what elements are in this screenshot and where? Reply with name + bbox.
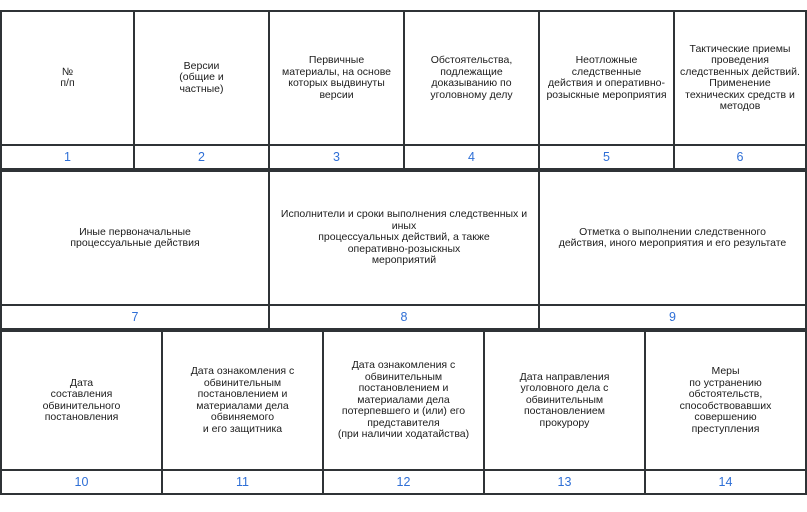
column-header-3: Первичные материалы, на основе которых выдвинуты версии: [268, 10, 405, 146]
column-number-9: 9: [538, 304, 807, 330]
column-header-2: Версии (общие и частные): [133, 10, 270, 146]
column-header-7: Иные первоначальные процессуальные действия: [0, 170, 270, 306]
column-header-11: Дата ознакомления с обвинительным постановлением и материалами дела обвиняемого и его защитника: [161, 330, 324, 471]
column-header-9: Отметка о выполнении следственного действия, иного мероприятия и его результате: [538, 170, 807, 306]
column-header-1: № п/п: [0, 10, 135, 146]
column-header-6: Тактические приемы проведения следственных действий. Применение технических средств и методов: [673, 10, 807, 146]
column-number-11: 11: [161, 469, 324, 495]
column-header-8: Исполнители и сроки выполнения следственных и иных процессуальных действий, а также оперативно-розыскных мероприятий: [268, 170, 540, 306]
column-number-10: 10: [0, 469, 163, 495]
column-header-4: Обстоятельства, подлежащие доказыванию по уголовному делу: [403, 10, 540, 146]
column-number-12: 12: [322, 469, 485, 495]
column-number-5: 5: [538, 144, 675, 170]
column-header-10: Дата составления обвинительного постановления: [0, 330, 163, 471]
column-header-5: Неотложные следственные действия и оперативно- розыскные мероприятия: [538, 10, 675, 146]
column-header-13: Дата направления уголовного дела с обвинительным постановлением прокурору: [483, 330, 646, 471]
column-number-8: 8: [268, 304, 540, 330]
column-header-14: Меры по устранению обстоятельств, способствовавших совершению преступления: [644, 330, 807, 471]
column-number-13: 13: [483, 469, 646, 495]
column-number-3: 3: [268, 144, 405, 170]
column-number-7: 7: [0, 304, 270, 330]
column-number-14: 14: [644, 469, 807, 495]
column-header-12: Дата ознакомления с обвинительным постановлением и материалами дела потерпевшего и (или) его представителя (при наличии ходатайства): [322, 330, 485, 471]
column-number-2: 2: [133, 144, 270, 170]
column-number-6: 6: [673, 144, 807, 170]
column-number-1: 1: [0, 144, 135, 170]
column-number-4: 4: [403, 144, 540, 170]
